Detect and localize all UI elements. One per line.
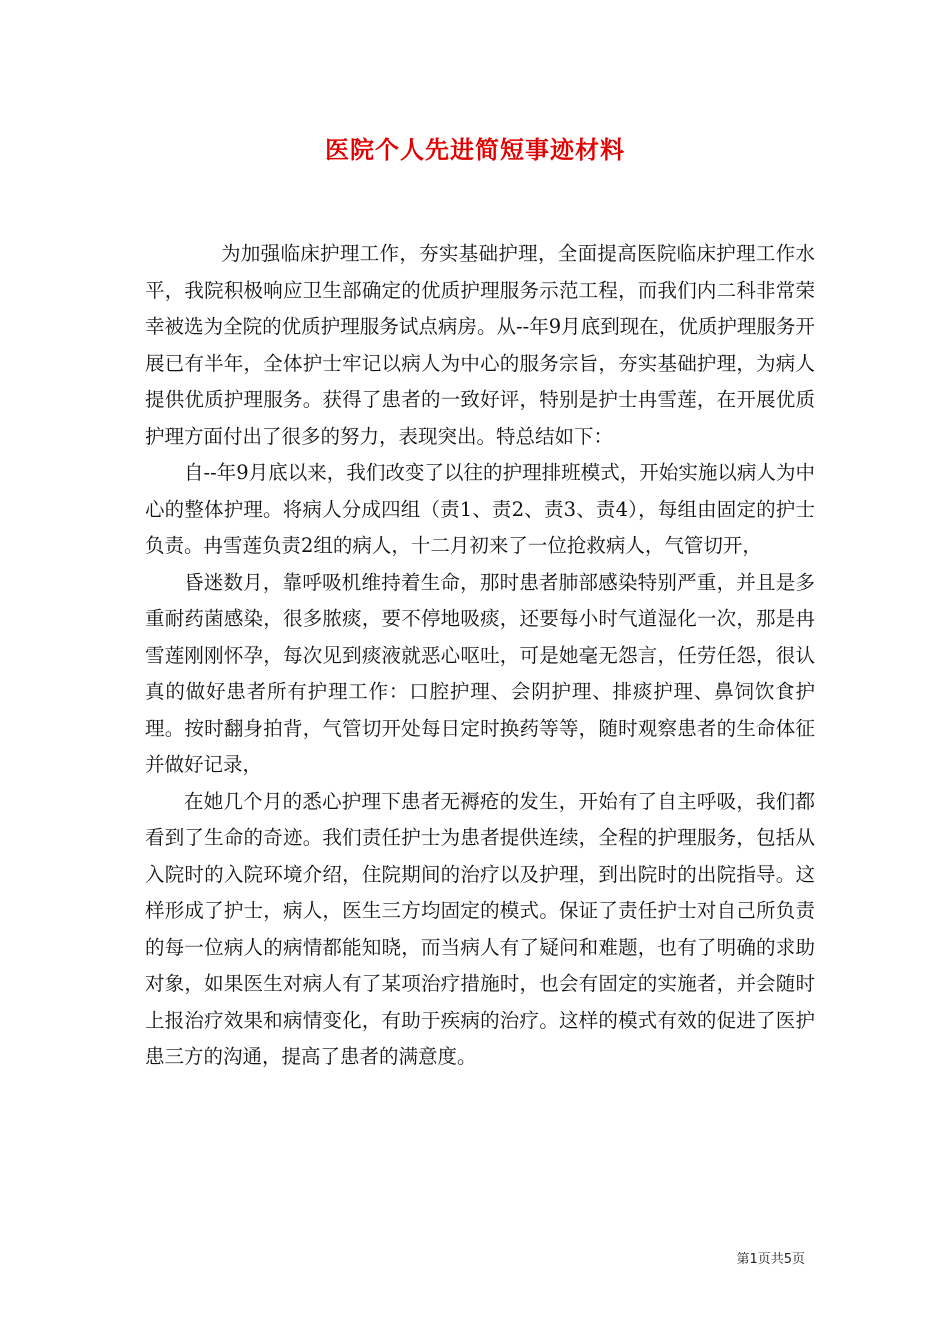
page-number: 第1页共5页: [736, 1252, 805, 1267]
document-title: 医院个人先进简短事迹材料: [325, 135, 625, 164]
document-body: [145, 236, 815, 1076]
paragraph-2: 自--年9月底以来，我们改变了以往的护理排班模式，开始实施以病人为中心的整体护理。将病人分成四组（责1、责2、责3、责4），每组由固定的护士负责。冉雪莲负责2组的病人，十二月初来了一位抢救病人，气管切开，: [145, 461, 815, 557]
paragraph-1: 为加强临床护理工作，夯实基础护理，全面提高医院临床护理工作水平，我院积极响应卫生部确定的优质护理服务示范工程，而我们内二科非常荣幸被选为全院的优质护理服务试点病房。从--年9月底到现在，优质护理服务开展已有半年，全体护士牢记以病人为中心的服务宗旨，夯实基础护理，为病人提供优质护理服务。获得了患者的一致好评，特别是护士冉雪莲，在开展优质护理方面付出了很多的努力，表现突出。特总结如下：: [145, 242, 815, 448]
paragraph-4: 在她几个月的悉心护理下患者无褥疮的发生，开始有了自主呼吸，我们都看到了生命的奇迹。我们责任护士为患者提供连续，全程的护理服务，包括从入院时的入院环境介绍，住院期间的治疗以及护理，到出院时的出院指导。这样形成了护士，病人，医生三方均固定的模式。保证了责任护士对自己所负责的每一位病人的病情都能知晓，而当病人有了疑问和难题，也有了明确的求助对象，如果医生对病人有了某项治疗措施时，也会有固定的实施者，并会随时上报治疗效果和病情变化，有助于疾病的治疗。这样的模式有效的促进了医护患三方的沟通，提高了患者的满意度。: [145, 789, 815, 1068]
paragraph-3: 昏迷数月，靠呼吸机维持着生命，那时患者肺部感染特别严重，并且是多重耐药菌感染，很多脓痰，要不停地吸痰，还要每小时气道湿化一次，那是冉雪莲刚刚怀孕，每次见到痰液就恶心呕吐，可是她毫无怨言，任劳任怨，很认真的做好患者所有护理工作：口腔护理、会阴护理、排痰护理、鼻饲饮食护理。按时翻身拍背，气管切开处每日定时换药等等，随时观察患者的生命体征并做好记录，: [145, 570, 815, 776]
